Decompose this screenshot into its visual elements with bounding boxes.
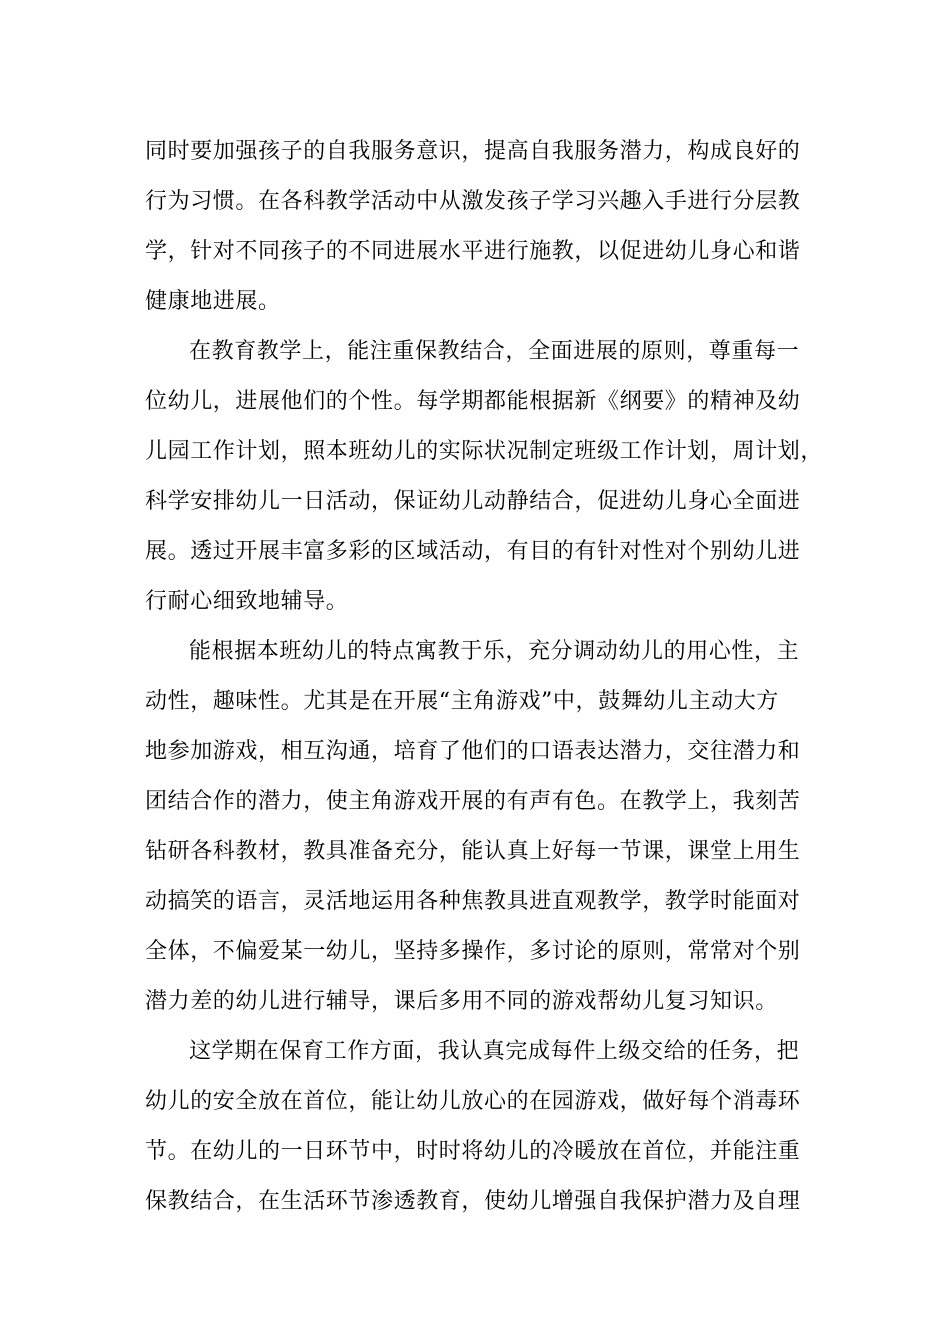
- text-line: 儿园工作计划，照本班幼儿的实际状况制定班级工作计划，周计划，: [145, 439, 824, 464]
- text-line: 潜力差的幼儿进行辅导，课后多用不同的游戏帮幼儿复习知识。: [145, 989, 778, 1014]
- text-line: 动性，趣味性。尤其是在开展“主角游戏”中，鼓舞幼儿主动大方: [145, 689, 779, 714]
- text-line: 幼儿的安全放在首位，能让幼儿放心的在园游戏，做好每个消毒环: [145, 1089, 801, 1114]
- text-line: 动搞笑的语言，灵活地运用各种焦教具进直观教学，教学时能面对: [145, 889, 801, 914]
- text-line: 团结合作的潜力，使主角游戏开展的有声有色。在教学上，我刻苦: [145, 789, 801, 814]
- text-line: 保教结合，在生活环节渗透教育，使幼儿增强自我保护潜力及自理: [145, 1189, 801, 1214]
- text-line: 钻研各科教材，教具准备充分，能认真上好每一节课，课堂上用生: [145, 839, 801, 864]
- text-line: 地参加游戏，相互沟通，培育了他们的口语表达潜力，交往潜力和: [145, 739, 801, 764]
- text-line: 科学安排幼儿一日活动，保证幼儿动静结合，促进幼儿身心全面进: [145, 489, 801, 514]
- text-line: 节。在幼儿的一日环节中，时时将幼儿的冷暖放在首位，并能注重: [145, 1139, 801, 1164]
- text-line: 行耐心细致地辅导。: [145, 589, 349, 614]
- paragraph-first-line: 能根据本班幼儿的特点寓教于乐，充分调动幼儿的用心性，主: [189, 639, 800, 664]
- document-body: [145, 127, 824, 1227]
- text-line: 全体，不偏爱某一幼儿，坚持多操作，多讨论的原则，常常对个别: [145, 939, 801, 964]
- text-line: 学，针对不同孩子的不同进展水平进行施教，以促进幼儿身心和谐: [145, 239, 801, 264]
- paragraph-first-line: 在教育教学上，能注重保教结合，全面进展的原则，尊重每一: [189, 339, 800, 364]
- text-line: 健康地进展。: [145, 289, 281, 314]
- paragraph-first-line: 这学期在保育工作方面，我认真完成每件上级交给的任务，把: [189, 1039, 800, 1064]
- text-line: 展。透过开展丰富多彩的区域活动，有目的有针对性对个别幼儿进: [145, 539, 801, 564]
- text-line: 同时要加强孩子的自我服务意识，提高自我服务潜力，构成良好的: [145, 139, 801, 164]
- text-line: 行为习惯。在各科教学活动中从激发孩子学习兴趣入手进行分层教: [145, 189, 801, 214]
- text-line: 位幼儿，进展他们的个性。每学期都能根据新《纲要》的精神及幼: [145, 389, 801, 414]
